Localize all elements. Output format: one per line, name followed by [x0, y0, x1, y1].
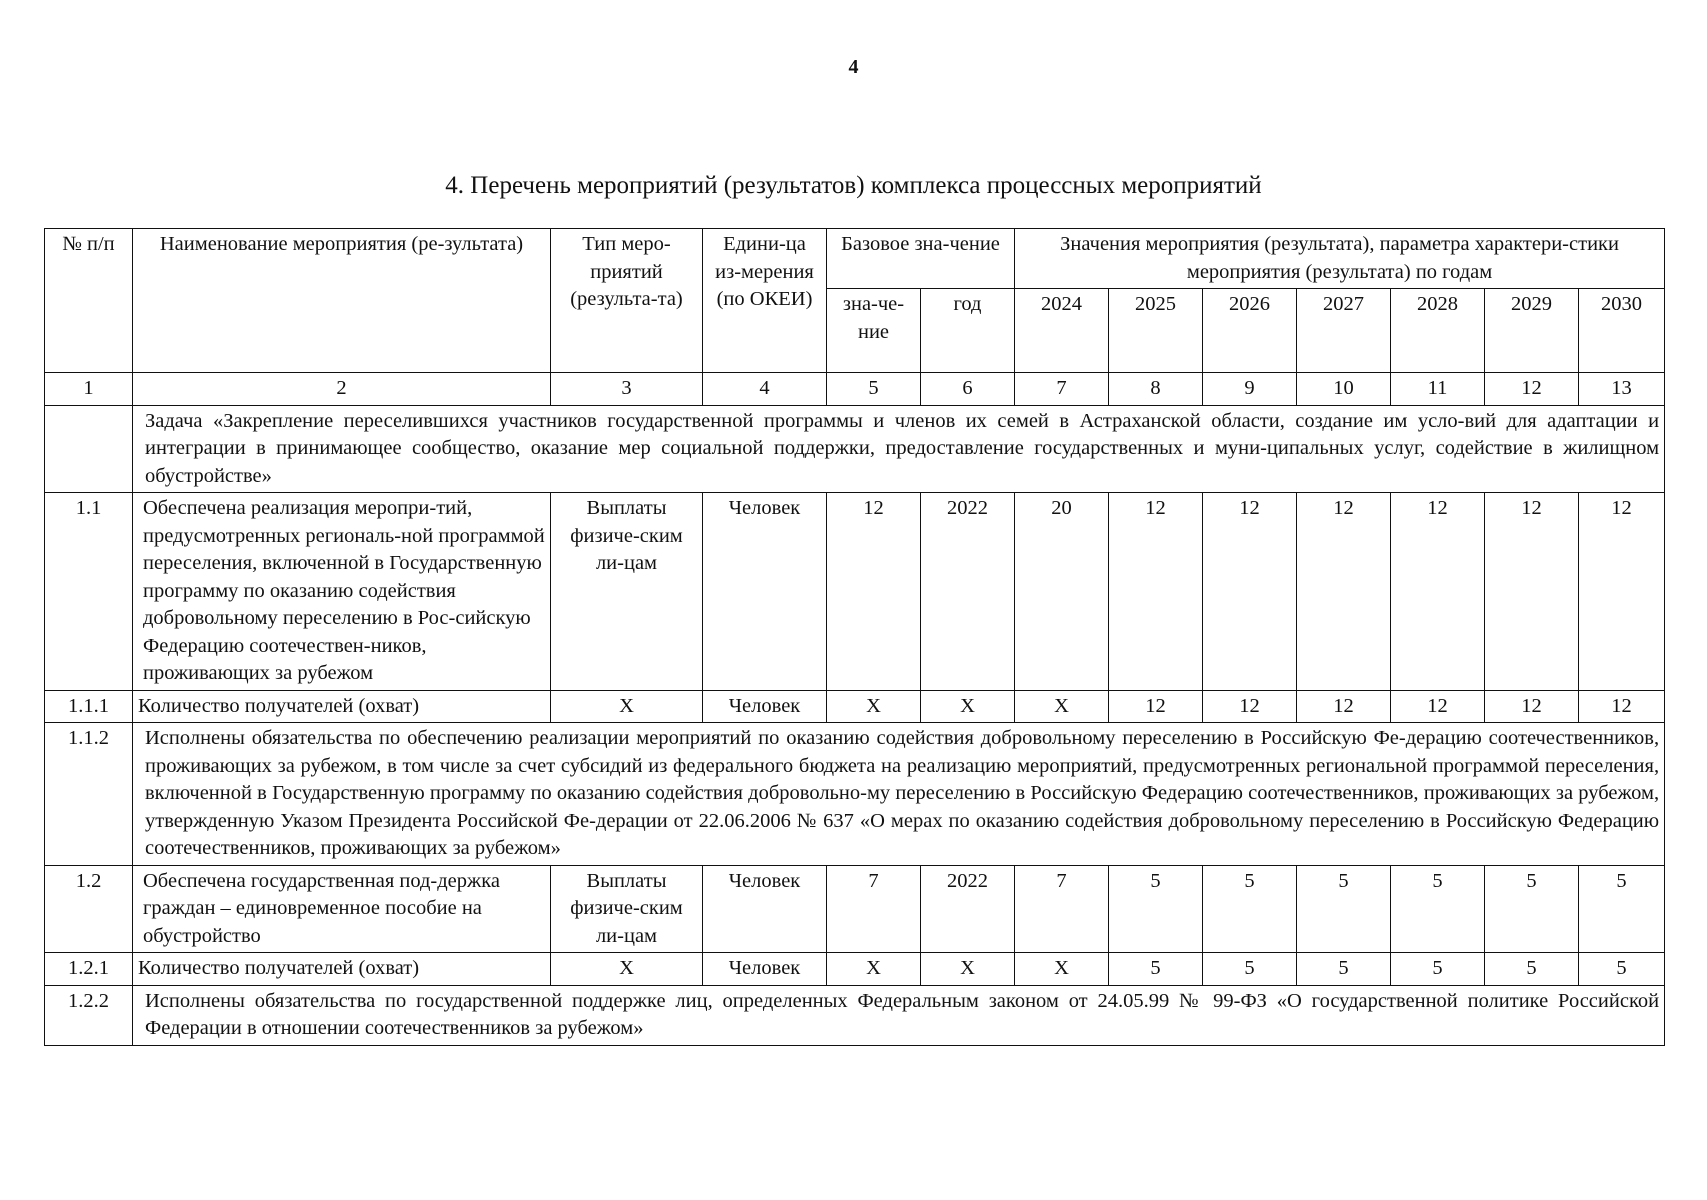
task-num-cell	[45, 405, 133, 493]
task-description: Задача «Закрепление переселившихся участников государственной программы и членов их семей в Астраханской области, создание им усло-вий для адаптации и интеграции в принимающее сообщество, оказание мер социальной поддержки, предоставление государственных и муни-ципальных услуг, содействие в жилищном обустройстве»	[133, 405, 1665, 493]
column-number: 4	[703, 373, 827, 406]
column-number: 7	[1015, 373, 1109, 406]
row-unit: Человек	[703, 690, 827, 723]
row-base-value: X	[827, 690, 921, 723]
row-num: 1.2.2	[45, 985, 133, 1045]
header-num: № п/п	[45, 229, 133, 373]
row-num: 1.2	[45, 865, 133, 953]
row-num: 1.1	[45, 493, 133, 691]
row-value: 5	[1579, 953, 1665, 986]
document-title: 4. Перечень мероприятий (результатов) комплекса процессных мероприятий	[445, 172, 1262, 199]
row-base-value: 7	[827, 865, 921, 953]
column-number: 10	[1297, 373, 1391, 406]
row-value: 12	[1203, 690, 1297, 723]
header-year: 2024	[1015, 289, 1109, 373]
row-value: X	[1015, 953, 1109, 986]
row-value: X	[1015, 690, 1109, 723]
row-unit: Человек	[703, 493, 827, 691]
column-number: 1	[45, 373, 133, 406]
row-value: 5	[1297, 865, 1391, 953]
column-number: 9	[1203, 373, 1297, 406]
row-value: 12	[1485, 493, 1579, 691]
row-value: 12	[1391, 690, 1485, 723]
obligation-description: Исполнены обязательства по государственной поддержке лиц, определенных Федеральным законом от 24.05.99 № 99-ФЗ «О государственной политике Российской Федерации в отношении соотечественников за рубежом»	[133, 985, 1665, 1045]
header-year: 2028	[1391, 289, 1485, 373]
row-value: 12	[1485, 690, 1579, 723]
row-value: 5	[1391, 953, 1485, 986]
header-year: 2030	[1579, 289, 1665, 373]
row-value: 12	[1579, 690, 1665, 723]
row-name: Количество получателей (охват)	[133, 953, 551, 986]
header-base: Базовое зна-чение	[827, 229, 1015, 289]
row-value: 20	[1015, 493, 1109, 691]
row-value: 12	[1297, 493, 1391, 691]
row-num: 1.2.1	[45, 953, 133, 986]
row-value: 12	[1297, 690, 1391, 723]
row-value: 5	[1109, 865, 1203, 953]
row-value: 12	[1579, 493, 1665, 691]
header-base-value: зна-че-ние	[827, 289, 921, 373]
measures-table	[44, 228, 1665, 1046]
row-unit: Человек	[703, 865, 827, 953]
column-number: 8	[1109, 373, 1203, 406]
row-value: 12	[1391, 493, 1485, 691]
row-value: 5	[1391, 865, 1485, 953]
header-year: 2025	[1109, 289, 1203, 373]
row-name: Количество получателей (охват)	[133, 690, 551, 723]
row-base-year: 2022	[921, 493, 1015, 691]
header-values-by-year: Значения мероприятия (результата), параметра характери-стики мероприятия (результата) по годам	[1015, 229, 1665, 289]
row-value: 12	[1109, 690, 1203, 723]
row-name: Обеспечена реализация меропри-тий, предусмотренных региональ-ной программой переселения, включенной в Государственную программу по оказанию содействия добровольному переселению в Рос-сийскую Федерацию соотечествен-ников, проживающих за рубежом	[133, 493, 551, 691]
row-unit: Человек	[703, 953, 827, 986]
column-number: 6	[921, 373, 1015, 406]
obligation-description: Исполнены обязательства по обеспечению реализации мероприятий по оказанию содействия добровольному переселению в Российскую Фе-дерацию соотечественников, проживающих за рубежом, в том числе за счет субсидий из федерального бюджета на реализацию мероприятий, предусмотренных региональной программой переселения, включенной в Государственную программу по оказанию содействия добровольно-му переселению в Российскую Федерацию соотечественников, проживающих за рубежом, утвержденную Указом Президента Российской Фе-дерации от 22.06.2006 № 637 «О мерах по оказанию содействия добровольному переселению в Российскую Федерацию соотечественников, проживающих за рубежом»	[133, 723, 1665, 866]
row-value: 5	[1579, 865, 1665, 953]
row-value: 7	[1015, 865, 1109, 953]
row-type: X	[551, 953, 703, 986]
header-year: 2029	[1485, 289, 1579, 373]
row-type: X	[551, 690, 703, 723]
column-number: 3	[551, 373, 703, 406]
header-type: Тип меро-приятий (результа-та)	[551, 229, 703, 373]
header-year: 2027	[1297, 289, 1391, 373]
header-unit: Едини-ца из-мерения (по ОКЕИ)	[703, 229, 827, 373]
column-number: 13	[1579, 373, 1665, 406]
row-base-value: X	[827, 953, 921, 986]
row-value: 12	[1109, 493, 1203, 691]
row-num: 1.1.1	[45, 690, 133, 723]
row-base-year: X	[921, 953, 1015, 986]
row-name: Обеспечена государственная под-держка граждан – единовременное пособие на обустройство	[133, 865, 551, 953]
column-number: 2	[133, 373, 551, 406]
header-base-year: год	[921, 289, 1015, 373]
row-base-value: 12	[827, 493, 921, 691]
row-value: 5	[1297, 953, 1391, 986]
row-value: 5	[1203, 865, 1297, 953]
row-value: 5	[1485, 953, 1579, 986]
row-value: 5	[1203, 953, 1297, 986]
row-value: 5	[1109, 953, 1203, 986]
row-value: 5	[1485, 865, 1579, 953]
row-type: Выплаты физиче-ским ли-цам	[551, 865, 703, 953]
page-number: 4	[848, 56, 859, 78]
header-name: Наименование мероприятия (ре-зультата)	[133, 229, 551, 373]
row-base-year: 2022	[921, 865, 1015, 953]
header-year: 2026	[1203, 289, 1297, 373]
column-number: 12	[1485, 373, 1579, 406]
row-num: 1.1.2	[45, 723, 133, 866]
row-base-year: X	[921, 690, 1015, 723]
column-number: 11	[1391, 373, 1485, 406]
row-type: Выплаты физиче-ским ли-цам	[551, 493, 703, 691]
row-value: 12	[1203, 493, 1297, 691]
column-number: 5	[827, 373, 921, 406]
